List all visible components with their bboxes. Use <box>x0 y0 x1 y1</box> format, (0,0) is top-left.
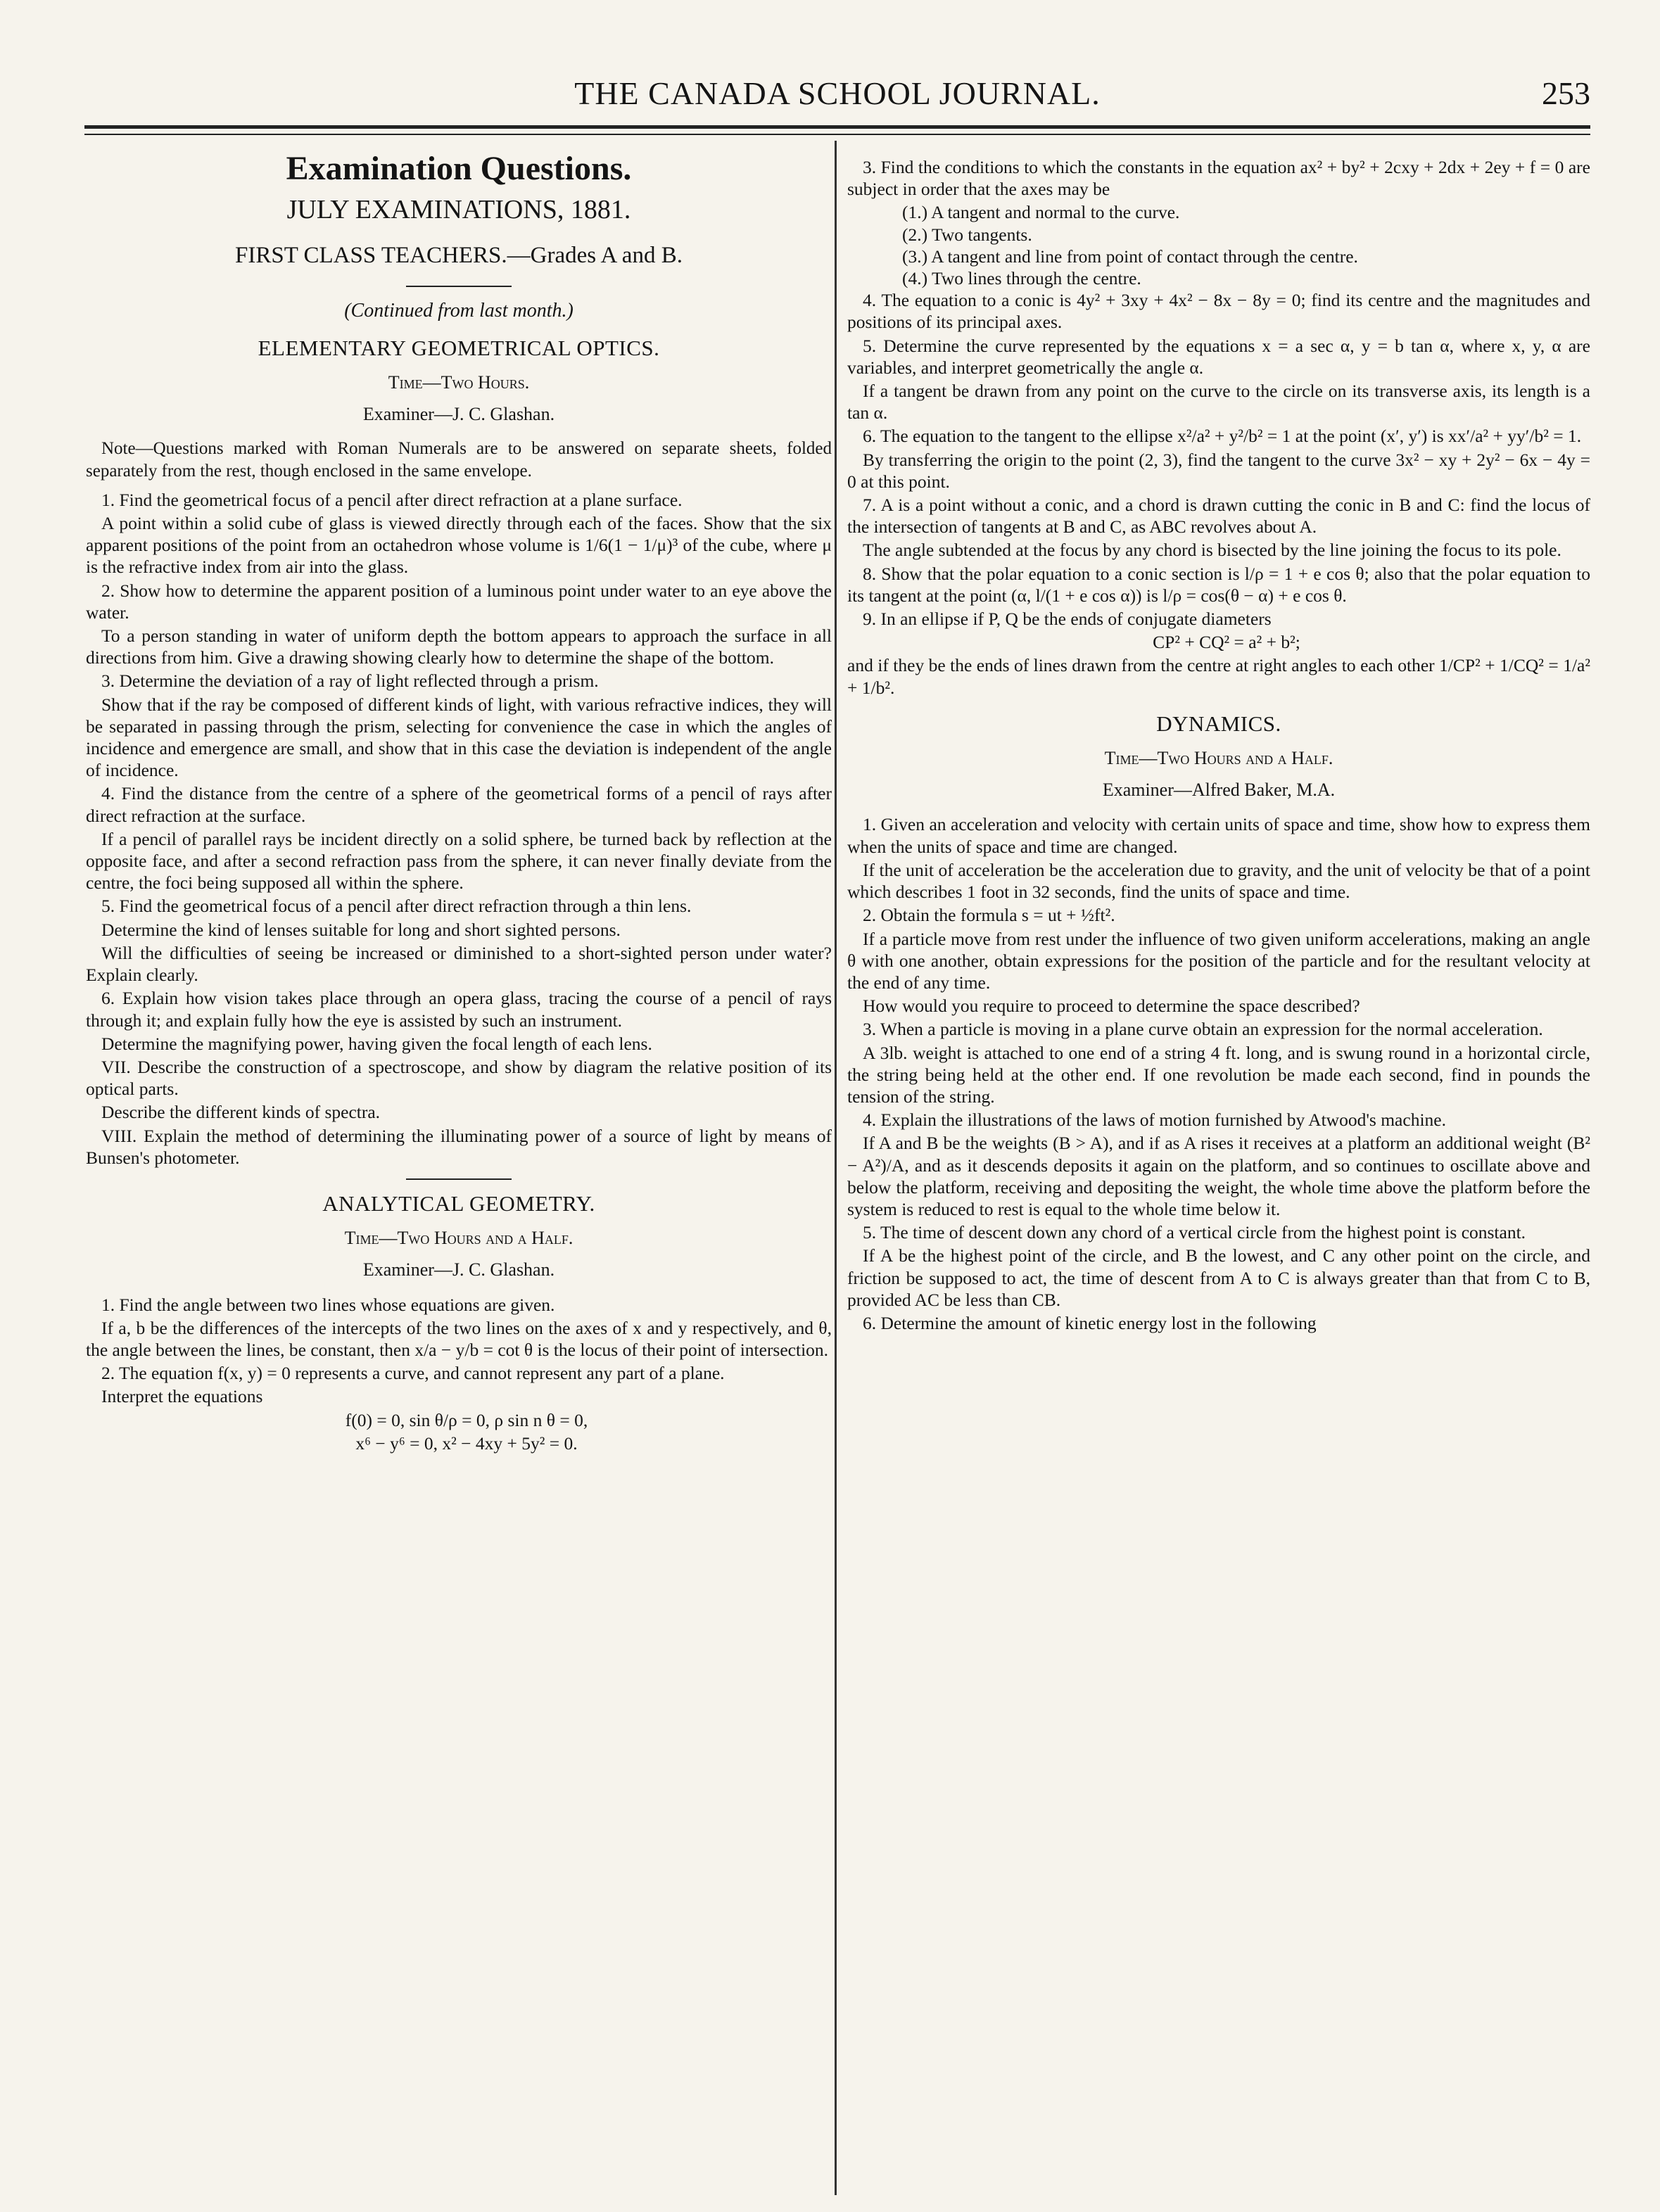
condition-item: (3.) A tangent and line from point of contact through the centre. <box>902 246 1358 267</box>
geometry-paragraph: If a tangent be drawn from any point on the curve to the circle on its transverse axis, its length is a tan α. <box>847 381 1590 424</box>
optics-paragraph: 5. Find the geometrical focus of a pencil after direct refraction through a thin lens. <box>101 896 692 917</box>
dynamics-paragraph: 2. Obtain the formula s = ut + ½ft². <box>863 905 1115 926</box>
condition-item: (4.) Two lines through the centre. <box>902 268 1141 289</box>
optics-paragraph: 1. Find the geometrical focus of a pencil after direct refraction at a plane surface. <box>101 489 683 510</box>
dynamics-paragraph: A 3lb. weight is attached to one end of a string 4 ft. long, and is swung round in a horizontal circle, the string being held at the other end. If one revolution be made each second, find in pounds the tension of the string. <box>847 1042 1590 1107</box>
optics-paragraph: 6. Explain how vision takes place through an opera glass, tracing the course of a pencil of rays through it; and explain fully how the eye is assisted by such an instrument. <box>86 988 832 1031</box>
geometry-paragraph: 3. Find the conditions to which the constants in the equation ax² + by² + 2cxy + 2dx + 2ey + f = 0 are subject in order that the axes may be <box>847 157 1590 200</box>
dynamics-paragraph: If a particle move from rest under the influence of two given uniform accelerations, making an angle θ with one another, obtain expressions for the position of the particle and for the resultant velocity at the end of any time. <box>847 928 1590 993</box>
geometry-paragraph: 9. In an ellipse if P, Q be the ends of conjugate diameters <box>863 609 1272 630</box>
dynamics-paragraph: If A and B be the weights (B > A), and if as A rises it receives at a platform an additional weight (B² − A²)/A, and as it descends deposits it again on the platform, and so continues to oscillate above and below the platform, receiving and depositing the weight, the whole time above the platform before the system is reduced to rest is equal to the whole time below it. <box>847 1133 1590 1219</box>
header-rule-thick <box>84 125 1590 129</box>
optics-paragraph: Will the difficulties of seeing be increased or diminished to a short-sighted person under water? Explain clearly. <box>86 942 832 986</box>
equation-line: x⁶ − y⁶ = 0, x² − 4xy + 5y² = 0. <box>355 1432 578 1454</box>
geometry-paragraph: By transferring the origin to the point (2, 3), find the tangent to the curve 3x² − xy + 2y² − 6x − 4y = 0 at this point. <box>847 449 1590 492</box>
geometry-time: Time—Two Hours and a Half. <box>344 1228 574 1249</box>
continued-note: (Continued from last month.) <box>344 299 574 322</box>
section-title: Examination Questions. <box>286 150 632 187</box>
geometry-paragraph: 7. A is a point without a conic, and a chord is drawn cutting the conic in B and C: find the locus of the intersection of tangents at B and C, as ABC revolves about A. <box>847 495 1590 538</box>
geometry-paragraph: 2. The equation f(x, y) = 0 represents a curve, and cannot represent any part of a plane. <box>101 1363 725 1384</box>
page-number: 253 <box>1542 75 1590 111</box>
axes-conditions-list <box>902 201 1590 289</box>
geometry-paragraph: 6. The equation to the tangent to the ellipse x²/a² + y²/b² = 1 at the point (x′, y′) is xx′/a² + yy′/b² = 1. <box>863 426 1582 447</box>
dynamics-paragraph: 5. The time of descent down any chord of a vertical circle from the highest point is constant. <box>863 1222 1526 1243</box>
optics-paragraph: VII. Describe the construction of a spectroscope, and show by diagram the relative position of its optical parts. <box>86 1056 832 1100</box>
optics-paragraph: Describe the different kinds of spectra. <box>101 1102 381 1123</box>
optics-paragraph: 2. Show how to determine the apparent position of a luminous point under water to an eye above the water. <box>86 580 832 623</box>
geometry-paragraph: Interpret the equations <box>101 1386 263 1407</box>
optics-paragraph: VIII. Explain the method of determining the illuminating power of a source of light by means of Bunsen's photometer. <box>86 1125 832 1168</box>
optics-questions <box>86 489 832 1169</box>
optics-title: ELEMENTARY GEOMETRICAL OPTICS. <box>258 335 660 360</box>
optics-paragraph: 3. Determine the deviation of a ray of light reflected through a prism. <box>101 670 599 692</box>
dynamics-paragraph: 1. Given an acceleration and velocity with certain units of space and time, show how to express them when the units of space and time are changed. <box>847 814 1590 857</box>
geometry-paragraph: and if they be the ends of lines drawn from the centre at right angles to each other 1/CP² + 1/CQ² = 1/a² + 1/b². <box>847 655 1590 698</box>
dynamics-paragraph: If A be the highest point of the circle, and B the lowest, and C any other point on the circle, and friction be supposed to act, the time of descent from A to C is always greater than that from C to B, provided AC be less than CB. <box>847 1245 1590 1310</box>
short-rule <box>406 286 512 287</box>
dynamics-examiner: Examiner—Alfred Baker, M.A. <box>1102 780 1336 801</box>
left-column <box>86 150 832 1456</box>
optics-paragraph: Show that if the ray be composed of different kinds of light, with various refractive indices, they will be separated in passing through the prism, selecting for convenience the case in which the angles of incidence and emergence are small, and show that in this case the deviation is independent of the angle of incidence. <box>86 694 832 781</box>
dynamics-paragraph: 6. Determine the amount of kinetic energy lost in the following <box>863 1312 1317 1333</box>
optics-paragraph: 4. Find the distance from the centre of a sphere of the geometrical forms of a pencil of rays after direct refraction at the surface. <box>86 783 832 826</box>
class-title: FIRST CLASS TEACHERS.—Grades A and B. <box>235 243 683 269</box>
dynamics-title: DYNAMICS. <box>1156 711 1281 736</box>
exam-title: JULY EXAMINATIONS, 1881. <box>286 195 631 225</box>
condition-item: (1.) A tangent and normal to the curve. <box>902 202 1180 223</box>
optics-paragraph: Determine the magnifying power, having given the focal length of each lens. <box>101 1033 652 1054</box>
dynamics-questions <box>847 813 1590 1334</box>
dynamics-paragraph: 4. Explain the illustrations of the laws of motion furnished by Atwood's machine. <box>863 1110 1446 1131</box>
equation-line: f(0) = 0, sin θ/ρ = 0, ρ sin n θ = 0, <box>345 1409 588 1430</box>
geometry-paragraph: 4. The equation to a conic is 4y² + 3xy + 4x² − 8x − 8y = 0; find its centre and the magnitudes and positions of its principal axes. <box>847 290 1590 333</box>
geometry-questions <box>86 1294 832 1454</box>
geometry-examiner: Examiner—J. C. Glashan. <box>362 1259 555 1280</box>
geometry-paragraph: If a, b be the differences of the intercepts of the two lines on the axes of x and y respectively, and θ, the angle between the lines, be constant, then x/a − y/b = cot θ is the locus of their point of intersection. <box>86 1317 832 1360</box>
optics-paragraph: To a person standing in water of uniform depth the bottom appears to approach the surface in all directions from him. Give a drawing showing clearly how to determine the shape of the bottom. <box>86 625 832 668</box>
condition-item: (2.) Two tangents. <box>902 224 1032 245</box>
short-rule <box>406 1178 512 1180</box>
dynamics-paragraph: 3. When a particle is moving in a plane curve obtain an expression for the normal acceleration. <box>863 1019 1543 1040</box>
equation-line: CP² + CQ² = a² + b²; <box>1153 632 1300 653</box>
optics-paragraph: If a pencil of parallel rays be incident directly on a solid sphere, be turned back by reflection at the opposite face, and after a second refraction pass from the sphere, it can never finally deviate from the centre, the foci being supposed all within the sphere. <box>86 828 832 894</box>
geometry-paragraph: 8. Show that the polar equation to a conic section is l/ρ = 1 + e cos θ; also that the polar equation to its tangent at the point (α, l/(1 + e cos α)) is l/ρ = cos(θ − α) + e cos θ. <box>847 563 1590 606</box>
running-header <box>84 70 1590 120</box>
geometry-paragraph: 5. Determine the curve represented by the equations x = a sec α, y = b tan α, where x, y, α are variables, and interpret geometrically the angle α. <box>847 335 1590 378</box>
geometry-paragraph: The angle subtended at the focus by any chord is bisected by the line joining the focus to its pole. <box>863 540 1561 561</box>
dynamics-time: Time—Two Hours and a Half. <box>1104 748 1333 769</box>
optics-time: Time—Two Hours. <box>388 372 530 393</box>
geometry-title: ANALYTICAL GEOMETRY. <box>322 1190 595 1216</box>
optics-examiner: Examiner—J. C. Glashan. <box>362 404 555 425</box>
optics-note: Note—Questions marked with Roman Numerals are to be answered on separate sheets, folded separately from the rest, though enclosed in the same envelope. <box>86 439 832 481</box>
optics-paragraph: Determine the kind of lenses suitable for long and short sighted persons. <box>101 919 621 940</box>
right-column <box>847 156 1590 1335</box>
geometry-paragraph: 1. Find the angle between two lines whose equations are given. <box>101 1294 555 1315</box>
header-rule-thin <box>84 134 1590 135</box>
dynamics-paragraph: How would you require to proceed to determine the space described? <box>863 996 1360 1017</box>
journal-title: THE CANADA SCHOOL JOURNAL. <box>574 75 1101 111</box>
dynamics-paragraph: If the unit of acceleration be the acceleration due to gravity, and the unit of velocity be that of a point which describes 1 foot in 32 seconds, find the units of space and time. <box>847 859 1590 903</box>
column-divider <box>835 141 837 2195</box>
optics-paragraph: A point within a solid cube of glass is viewed directly through each of the faces. Show that the six apparent positions of the point from an octahedron whose volume is 1/6(1 − 1/μ)³ of the cube, where μ is the refractive index from air into the glass. <box>86 513 832 578</box>
